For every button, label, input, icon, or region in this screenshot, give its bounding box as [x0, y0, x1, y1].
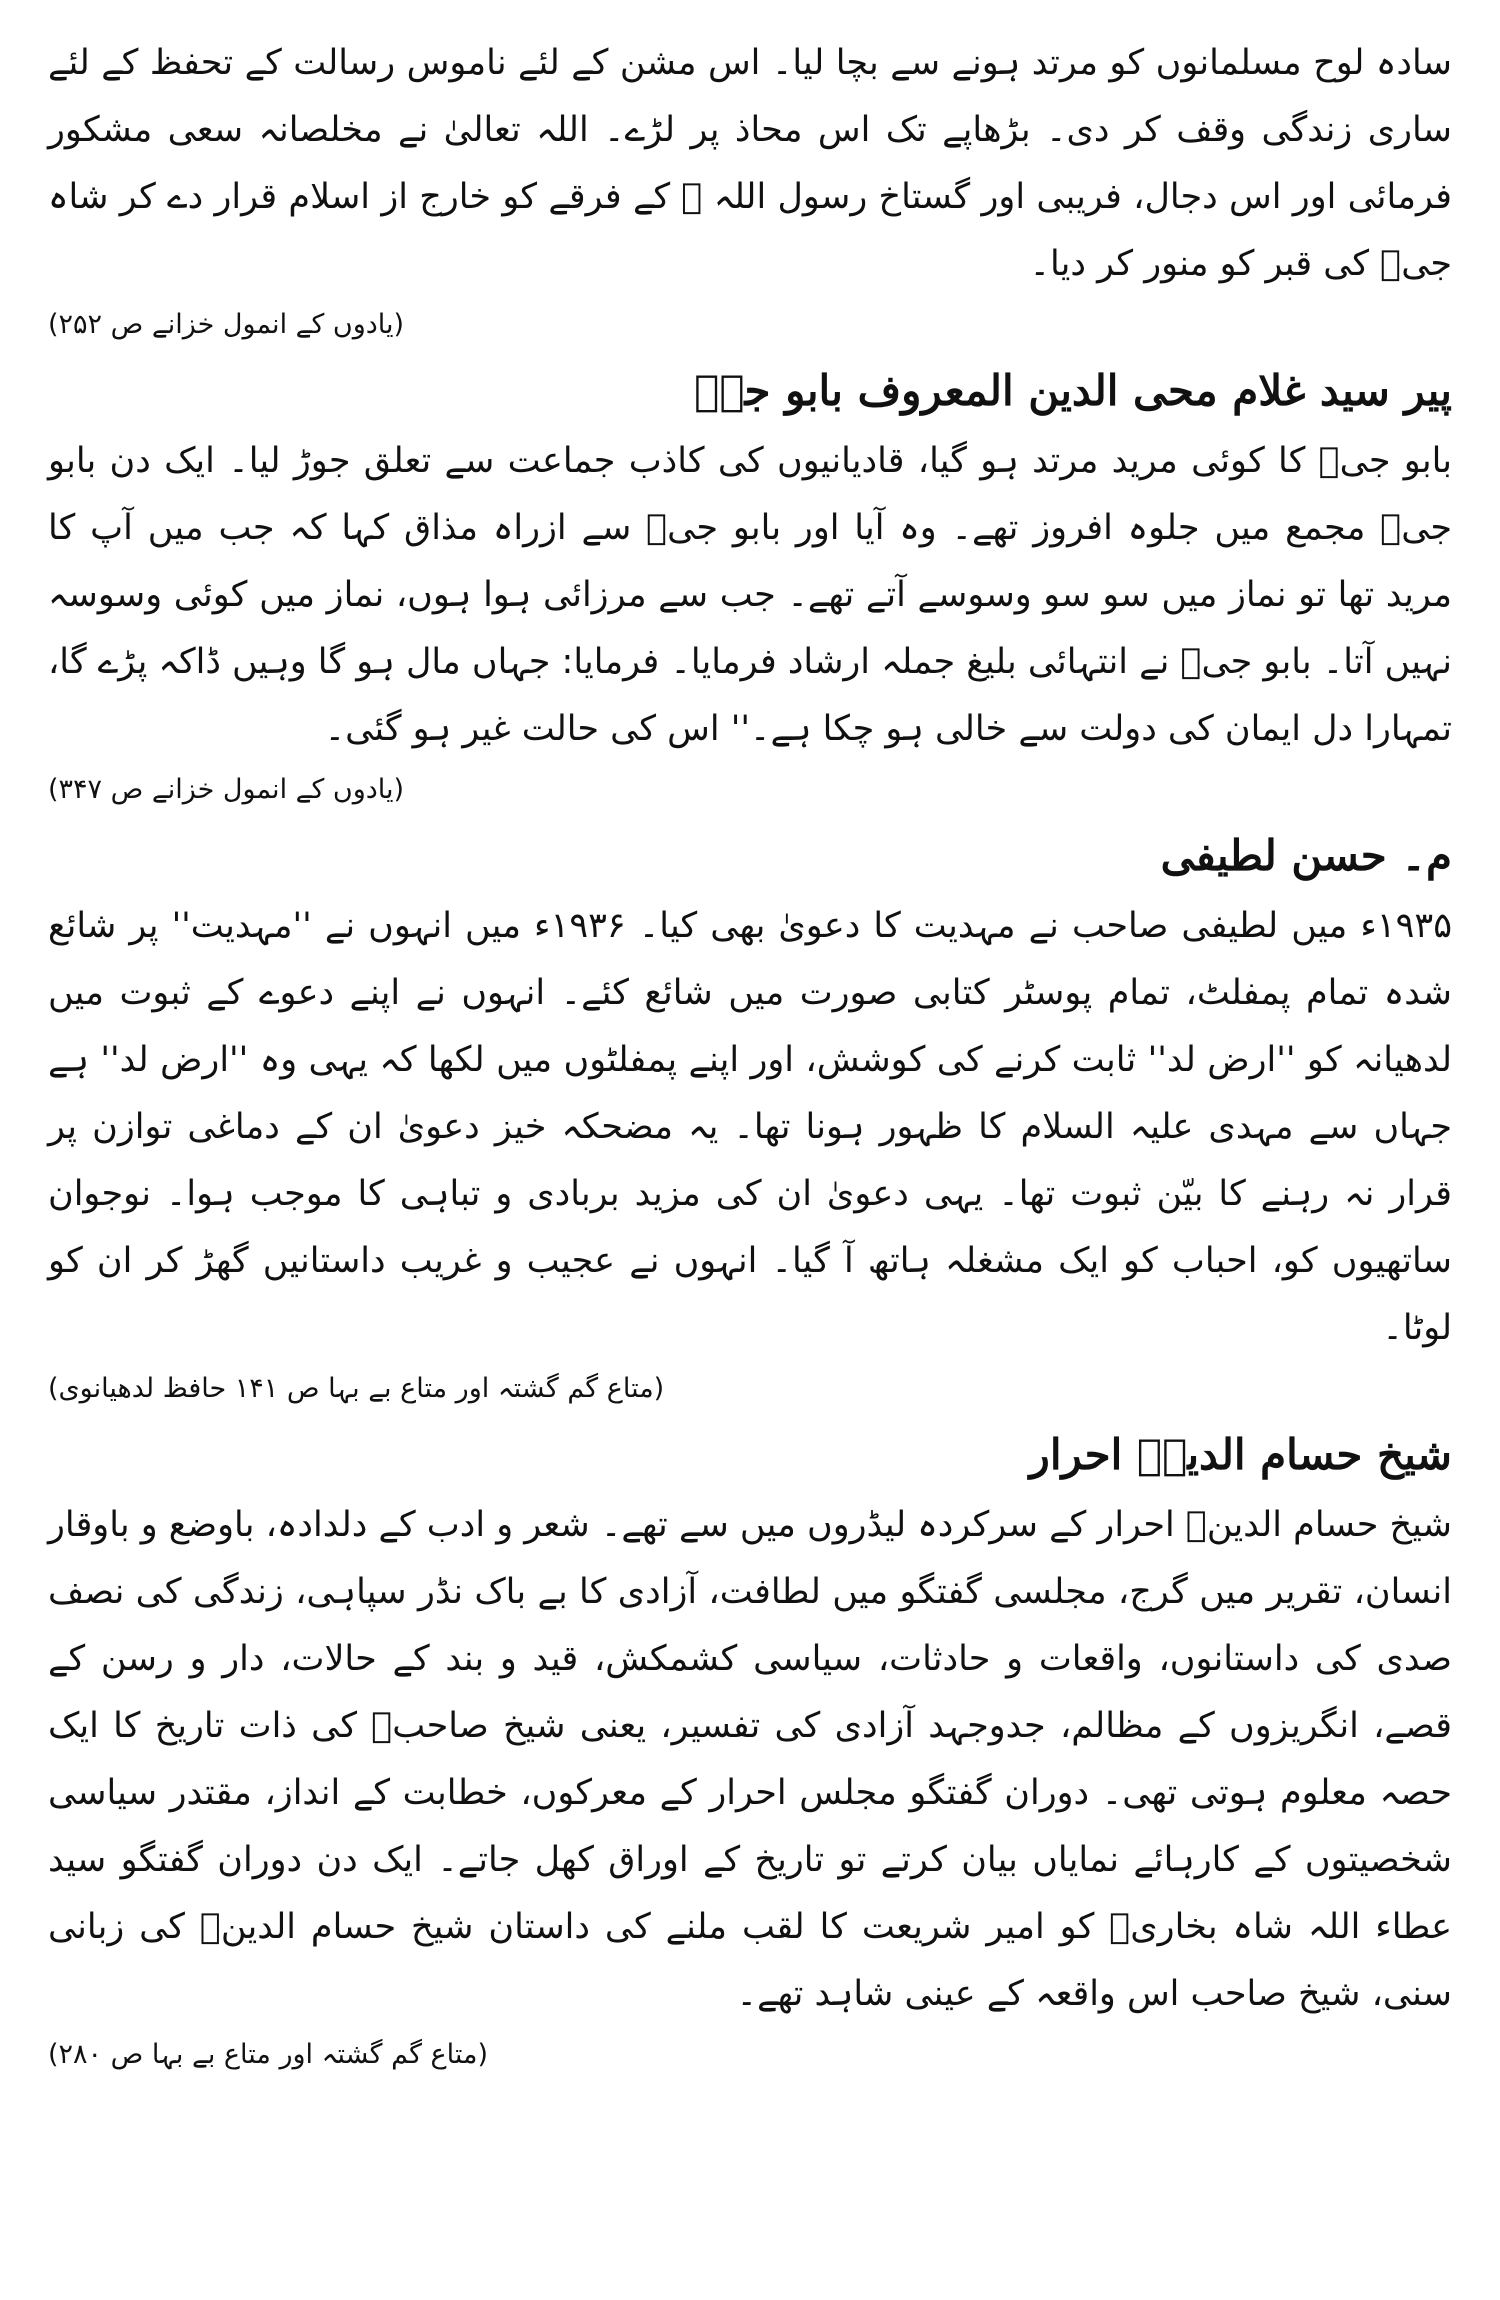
paragraph-babuji: بابو جیؒ کا کوئی مرید مرتد ہو گیا، قادیانیوں کی کاذب جماعت سے تعلق جوڑ لیا۔ ایک دن بابو جیؒ مجمع میں جلوہ افروز تھے۔ وہ آیا اور بابو جیؒ سے ازراہ مذاق کہا کہ جب میں آپ کا مرید تھا تو نماز میں سو سو وسوسے آتے تھے۔ جب سے مرزائی ہوا ہوں، نماز میں کوئی وسوسہ نہیں آتا۔ بابو جیؒ نے انتہائی بلیغ جملہ ارشاد فرمایا۔ فرمایا: جہاں مال ہو گا وہیں ڈاکہ پڑے گا، تمہارا دل ایمان کی دولت سے خالی ہو چکا ہے۔'' اس کی حالت غیر ہو گئی۔ [48, 441, 1452, 749]
section-heading: پیر سید غلام محی الدین المعروف بابو جیؒ [694, 366, 1452, 415]
section-heading: م۔ حسن لطیفی [1160, 831, 1452, 880]
section-babuji [48, 358, 1452, 811]
section-heading: شیخ حسام الدینؒ احرار [1029, 1430, 1452, 1479]
section-opening [48, 30, 1452, 346]
paragraph-latifi: ۱۹۳۵ء میں لطیفی صاحب نے مہدیت کا دعویٰ بھی کیا۔ ۱۹۳۶ء میں انہوں نے ''مہدیت'' پر شائع شدہ تمام پمفلٹ، تمام پوسٹر کتابی صورت میں شائع کئے۔ انہوں نے اپنے دعوے کے ثبوت میں لدھیانہ کو ''ارض لد'' ثابت کرنے کی کوشش، اور اپنے پمفلٹوں میں لکھا کہ یہی وہ ''ارض لد'' ہے جہاں سے مہدی علیہ السلام کا ظہور ہونا تھا۔ یہ مضحکہ خیز دعویٰ ان کے دماغی توازن پر قرار نہ رہنے کا بیّن ثبوت تھا۔ یہی دعویٰ ان کی مزید بربادی و تباہی کا موجب ہوا۔ نوجوان ساتھیوں کو، احباب کو ایک مشغلہ ہاتھ آ گیا۔ انہوں نے عجیب و غریب داستانیں گھڑ کر ان کو لوٹا۔ [48, 906, 1452, 1348]
reference-citation: (یادوں کے انمول خزانے ص ۲۵۲) [48, 309, 405, 340]
section-latifi [48, 823, 1452, 1410]
paragraph-husamuddin: شیخ حسام الدینؒ احرار کے سرکردہ لیڈروں میں سے تھے۔ شعر و ادب کے دلدادہ، باوضع و باوقار انسان، تقریر میں گرج، مجلسی گفتگو میں لطافت، آزادی کا بے باک نڈر سپاہی، زندگی کی نصف صدی کی داستانوں، واقعات و حادثات، سیاسی کشمکش، قید و بند کے حالات، دار و رسن کے قصے، انگریزوں کے مظالم، جدوجہد آزادی کی تفسیر، یعنی شیخ صاحبؒ کی ذات تاریخ کا ایک حصہ معلوم ہوتی تھی۔ دوران گفتگو مجلس احرار کے معرکوں، خطابت کے انداز، مقتدر سیاسی شخصیتوں کے کارہائے نمایاں بیان کرتے تو تاریخ کے اوراق کھل جاتے۔ ایک دن دوران گفتگو سید عطاء اللہ شاہ بخاریؒ کو امیر شریعت کا لقب ملنے کی داستان شیخ حسام الدینؒ کی زبانی سنی، شیخ صاحب اس واقعہ کے عینی شاہد تھے۔ [48, 1505, 1452, 2014]
reference-citation: (متاع گم گشتہ اور متاع بے بہا ص ۲۸۰) [48, 2039, 488, 2070]
section-husamuddin [48, 1422, 1452, 2076]
reference-citation: (متاع گم گشتہ اور متاع بے بہا ص ۱۴۱ حافظ لدھیانوی) [48, 1373, 665, 1404]
paragraph-opening: سادہ لوح مسلمانوں کو مرتد ہونے سے بچا لیا۔ اس مشن کے لئے ناموس رسالت کے تحفظ کے لئے ساری زندگی وقف کر دی۔ بڑھاپے تک اس محاذ پر لڑے۔ اللہ تعالیٰ نے مخلصانہ سعی مشکور فرمائی اور اس دجال، فریبی اور گستاخ رسول اللہ ﷺ کے فرقے کو خارج از اسلام قرار دے کر شاہ جیؒ کی قبر کو منور کر دیا۔ [48, 43, 1452, 284]
reference-citation: (یادوں کے انمول خزانے ص ۳۴۷) [48, 774, 405, 805]
